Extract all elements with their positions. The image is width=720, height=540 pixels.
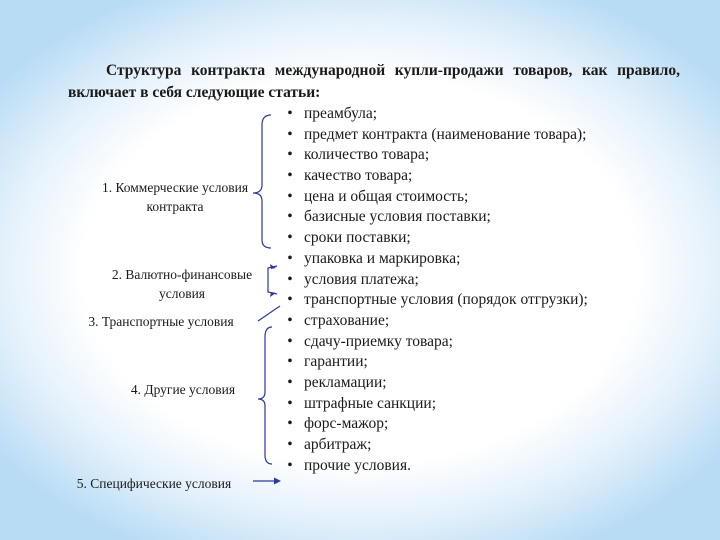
list-item: • количество товара; (284, 145, 588, 166)
list-item: • страхование; (284, 311, 588, 332)
bullet-icon: • (287, 291, 293, 309)
category-specific: 5. Специфические условия (76, 476, 232, 491)
bullet-icon: • (287, 270, 293, 288)
slide-heading: Структура контракта международной купли-продажи товаров, как правило, включает в себя следующие статьи: (68, 62, 680, 101)
list-item: • форс-мажор; (284, 414, 588, 435)
list-item: • рекламации; (284, 373, 588, 394)
list-item: • арбитраж; (284, 435, 588, 456)
bullet-icon: • (287, 187, 293, 205)
bullet-icon: • (287, 415, 293, 433)
bullet-icon: • (287, 146, 293, 164)
bullet-icon: • (287, 167, 293, 185)
arrowhead-icon (270, 292, 276, 297)
list-item: • гарантии; (284, 352, 588, 373)
bullet-icon: • (287, 373, 293, 391)
bracket-financial (268, 266, 277, 294)
list-item: • сдачу-приемку товара; (284, 332, 588, 353)
bullet-icon: • (287, 332, 293, 350)
list-item: • штрафные санкции; (284, 394, 588, 415)
list-item: • прочие условия. (284, 456, 588, 477)
bullet-icon: • (287, 311, 293, 329)
category-transport: 3. Транспортные условия (88, 314, 234, 329)
list-item: • условия платежа; (284, 270, 588, 291)
bullet-icon: • (287, 105, 293, 122)
list-item: • преамбула; (284, 104, 588, 125)
bullet-icon: • (287, 456, 293, 474)
list-item: • качество товара; (284, 166, 588, 187)
arrowhead-icon (274, 478, 281, 485)
category-financial: 2. Валютно-финансовые условия (111, 267, 253, 301)
list-item: • базисные условия поставки; (284, 207, 588, 228)
bullet-icon: • (287, 208, 293, 226)
bullet-icon: • (287, 249, 293, 267)
bullet-icon: • (287, 436, 293, 453)
bullet-icon: • (287, 353, 293, 371)
list-item: • сроки поставки; (284, 228, 588, 249)
bullet-icon: • (287, 229, 293, 247)
list-item: • цена и общая стоимость; (284, 187, 588, 208)
list-item: • предмет контракта (наименование товара); (284, 125, 588, 146)
list-item: • упаковка и маркировка; (284, 249, 588, 270)
bracket-commercial (253, 115, 271, 248)
bullet-icon: • (287, 125, 293, 143)
bracket-other (258, 327, 272, 464)
bullet-icon: • (287, 394, 293, 412)
bracket-transport (258, 306, 280, 321)
category-commercial: 1. Коммерческие условия контракта (101, 180, 249, 214)
list-item: • транспортные условия (порядок отгрузки); (284, 290, 588, 311)
category-other: 4. Другие условия (130, 382, 236, 397)
